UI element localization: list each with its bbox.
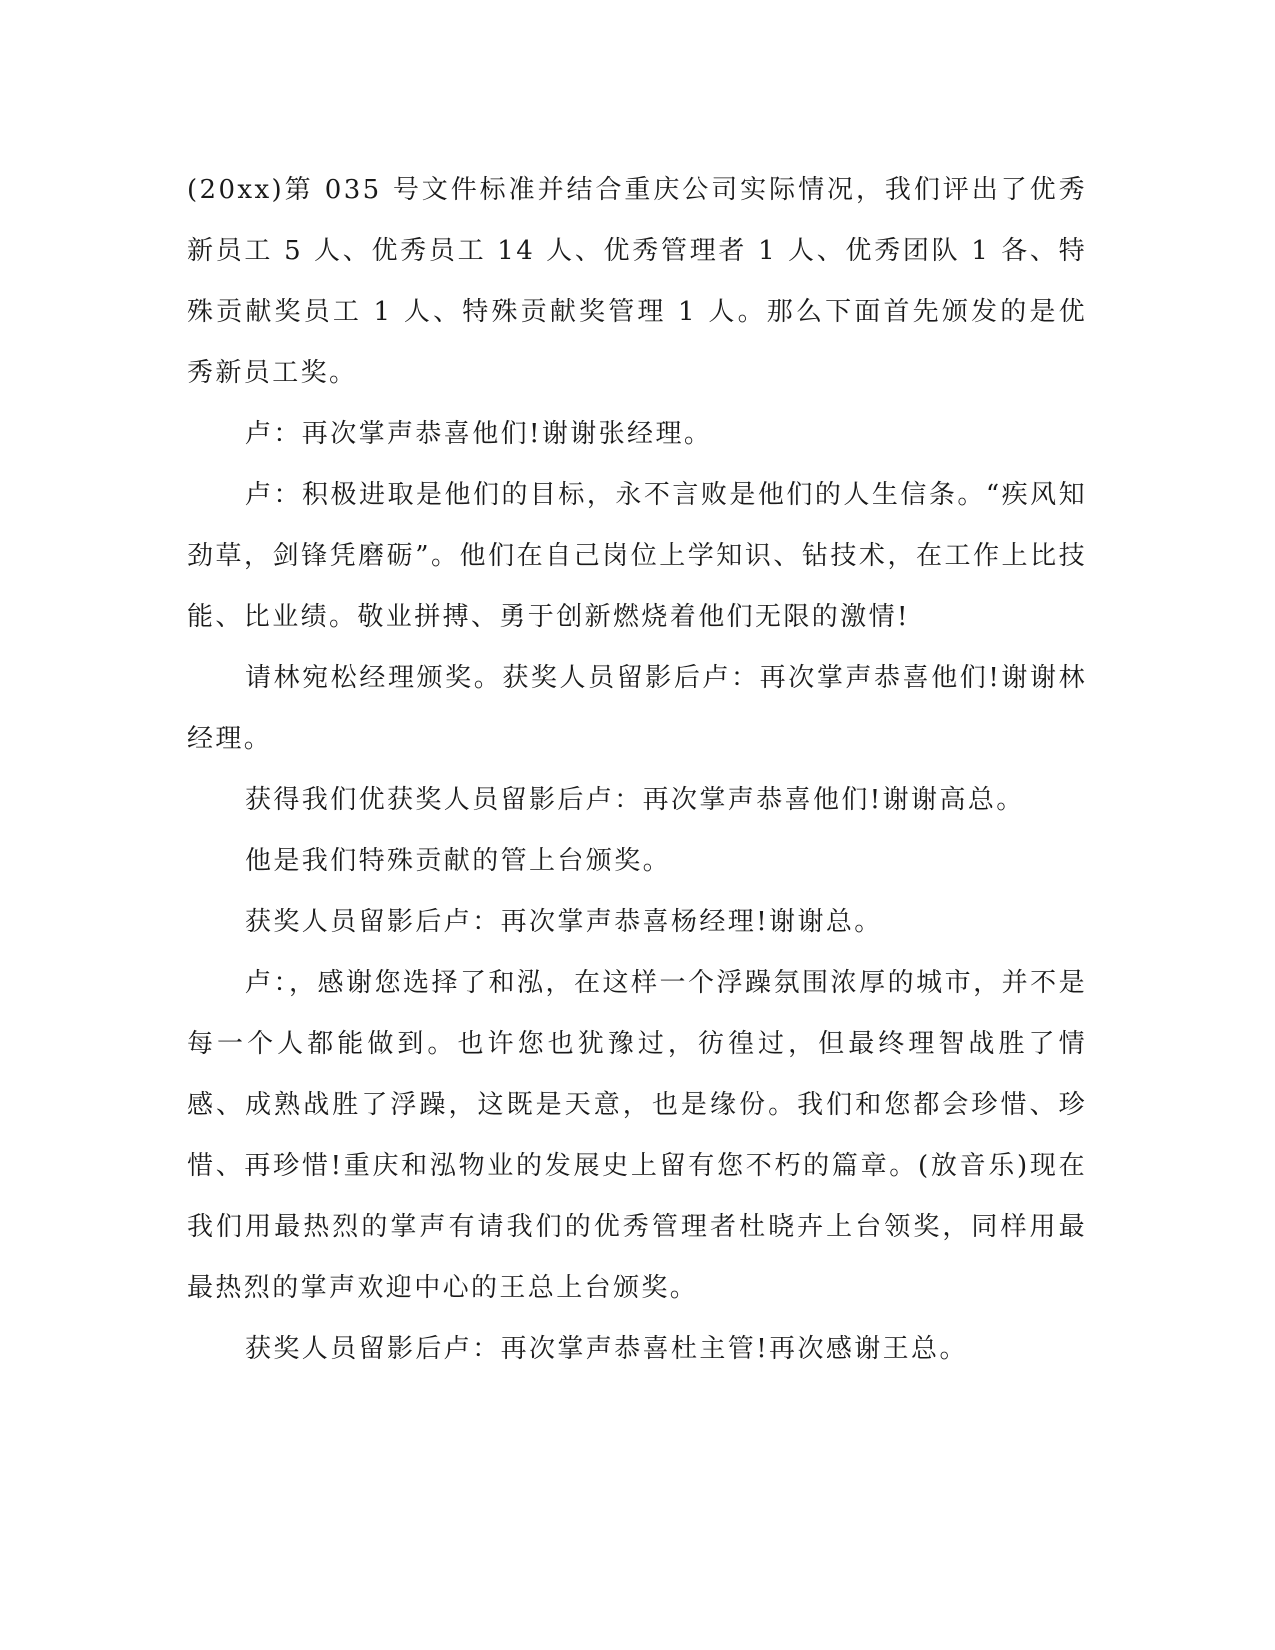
paragraph-7: 获奖人员留影后卢：再次掌声恭喜杨经理!谢谢总。 — [245, 907, 883, 937]
paragraph-1: (20xx)第 035 号文件标准并结合重庆公司实际情况，我们评出了优秀新员工 5 人、优秀员工 14 人、优秀管理者 1 人、优秀团队 1 各、特殊贡献奖员工 1 人、特殊贡献奖管理 1 人。那么下面首先颁发的是优秀新员工奖。 — [187, 175, 1087, 388]
paragraph-5: 获得我们优获奖人员留影后卢：再次掌声恭喜他们!谢谢高总。 — [245, 785, 1025, 815]
paragraph-4: 请林宛松经理颁奖。获奖人员留影后卢：再次掌声恭喜他们!谢谢林经理。 — [187, 663, 1087, 754]
paragraph-6: 他是我们特殊贡献的管上台颁奖。 — [245, 846, 672, 876]
paragraph-8: 卢：，感谢您选择了和泓，在这样一个浮躁氛围浓厚的城市，并不是每一个人都能做到。也许您也犹豫过，彷徨过，但最终理智战胜了情感、成熟战胜了浮躁，这既是天意，也是缘份。我们和您都会珍惜、珍惜、再珍惜!重庆和泓物业的发展史上留有您不朽的篇章。(放音乐)现在我们用最热烈的掌声有请我们的优秀管理者杜晓卉上台领奖，同样用最最热烈的掌声欢迎中心的王总上台颁奖。 — [187, 968, 1087, 1303]
paragraph-9: 获奖人员留影后卢：再次掌声恭喜杜主管!再次感谢王总。 — [245, 1334, 968, 1364]
paragraph-2: 卢：再次掌声恭喜他们!谢谢张经理。 — [245, 419, 713, 449]
paragraph-3: 卢：积极进取是他们的目标，永不言败是他们的人生信条。“疾风知劲草，剑锋凭磨砺”。他们在自己岗位上学知识、钻技术，在工作上比技能、比业绩。敬业拼搏、勇于创新燃烧着他们无限的激情! — [187, 480, 1087, 632]
document-body — [187, 160, 1087, 1380]
